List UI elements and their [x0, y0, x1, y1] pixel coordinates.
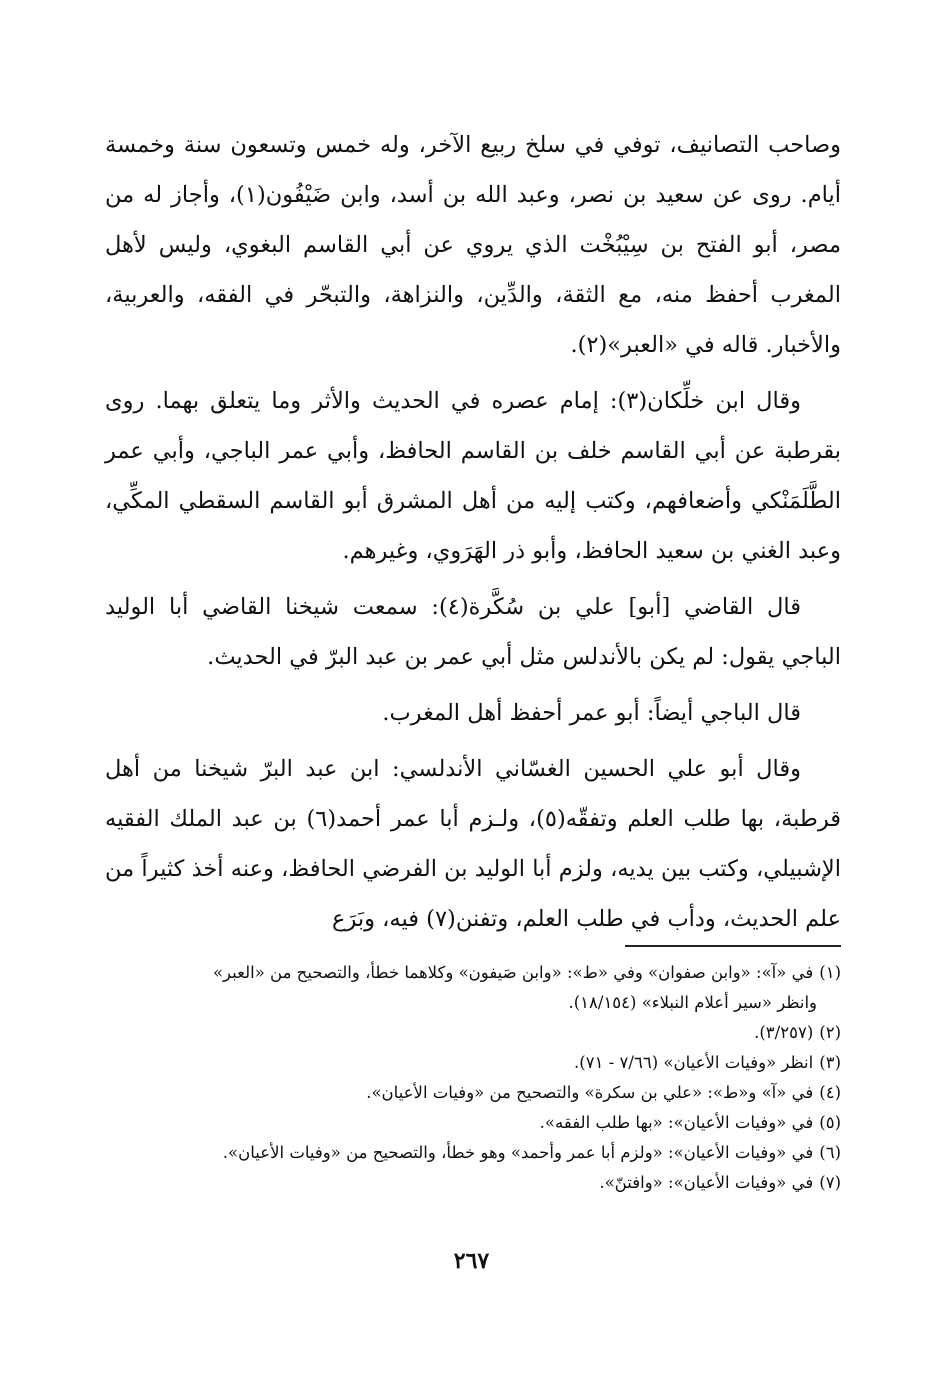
- footnote-3: [105, 1048, 841, 1078]
- paragraph-5: وقال أبو علي الحسين الغسّاني الأندلسي: ابن عبد البرّ شيخنا من أهل قرطبة، بها طلب العلم وتفقّه(٥)، ولـزم أبا عمر أحمد(٦) بن عبد الملك الفقيه الإشبيلي، وكتب بين يديه، ولزم أبا الوليد بن الفرضي الحافظ، وعنه أخذ كثيراً من علم الحديث، ودأب في طلب العلم، وتفنن(٧) فيه، وبَرَع: [105, 756, 841, 932]
- footnote-1: [105, 958, 841, 1018]
- footnote-text: (٣/٢٥٧).: [754, 1023, 814, 1042]
- footnote-text: في «آ»: «وابن صفوان» وفي «ط»: «وابن صَيفون» وكلاهما خطأ، والتصحيح من «العبر»: [212, 963, 814, 982]
- paragraph-4: قال الباجي أيضاً: أبو عمر أحفظ أهل المغرب.: [382, 700, 801, 726]
- page-number: ٢٦٧: [453, 1248, 490, 1274]
- footnote-text: في «آ» و«ط»: «علي بن سكرة» والتصحيح من «وفيات الأعيان».: [366, 1083, 814, 1102]
- footnote-2: [105, 1018, 841, 1048]
- paragraph-1: وصاحب التصانيف، توفي في سلخ ربيع الآخر، وله خمس وتسعون سنة وخمسة أيام. روى عن سعيد بن نصر، وعبد الله بن أسد، وابن ضَيْفُون(١)، وأجاز له من مصر، أبو الفتح بن سِيْبُخْت الذي يروي عن أبي القاسم البغوي، وليس لأهل المغرب أحفظ منه، مع الثقة، والدِّين، والنزاهة، والتبحّر في الفقه، والعربية، والأخبار. قاله في «العبر»(٢).: [105, 132, 842, 358]
- footnote-continuation: وانظر «سير أعلام النبلاء» (١٨/١٥٤).: [568, 993, 817, 1012]
- footnote-6: [105, 1138, 841, 1168]
- footnote-number: (٦): [819, 1143, 841, 1162]
- footnote-number: (٧): [819, 1173, 841, 1192]
- footnote-number: (٤): [819, 1083, 841, 1102]
- footnote-5: [105, 1108, 841, 1138]
- footnote-divider: [625, 945, 841, 947]
- footnotes-list: [105, 958, 841, 1198]
- footnote-number: (٢): [819, 1023, 841, 1042]
- paragraph-3: قال القاضي [أبو] علي بن سُكَّرة(٤): سمعت شيخنا القاضي أبا الوليد الباجي يقول: لم يكن بالأندلس مثل أبي عمر بن عبد البرّ في الحديث.: [105, 594, 841, 670]
- footnote-text: في «وفيات الأعيان»: «وافتنّ».: [599, 1173, 814, 1192]
- main-text: [105, 120, 841, 950]
- footnote-number: (١): [819, 963, 841, 982]
- footnote-number: (٣): [819, 1053, 841, 1072]
- paragraph-2: وقال ابن خلِّكان(٣): إمام عصره في الحديث والأثر وما يتعلق بهما. روى بقرطبة عن أبي القاسم خلف بن القاسم الحافظ، وأبي عمر الباجي، وأبي عمر الطَّلَمَنْكي وأضعافهم، وكتب إليه من أهل المشرق أبو القاسم السقطي المكِّي، وعبد الغني بن سعيد الحافظ، وأبو ذر الهَرَوي، وغيرهم.: [105, 388, 841, 564]
- footnote-text: في «وفيات الأعيان»: «ولزم أبا عمر وأحمد» وهو خطأ، والتصحيح من «وفيات الأعيان».: [222, 1143, 814, 1162]
- footnote-number: (٥): [819, 1113, 841, 1132]
- footnote-text: في «وفيات الأعيان»: «بها طلب الفقه».: [539, 1113, 814, 1132]
- footnote-text: انظر «وفيات الأعيان» (٧/٦٦ - ٧١).: [574, 1053, 814, 1072]
- footnote-7: [105, 1168, 841, 1198]
- footnote-4: [105, 1078, 841, 1108]
